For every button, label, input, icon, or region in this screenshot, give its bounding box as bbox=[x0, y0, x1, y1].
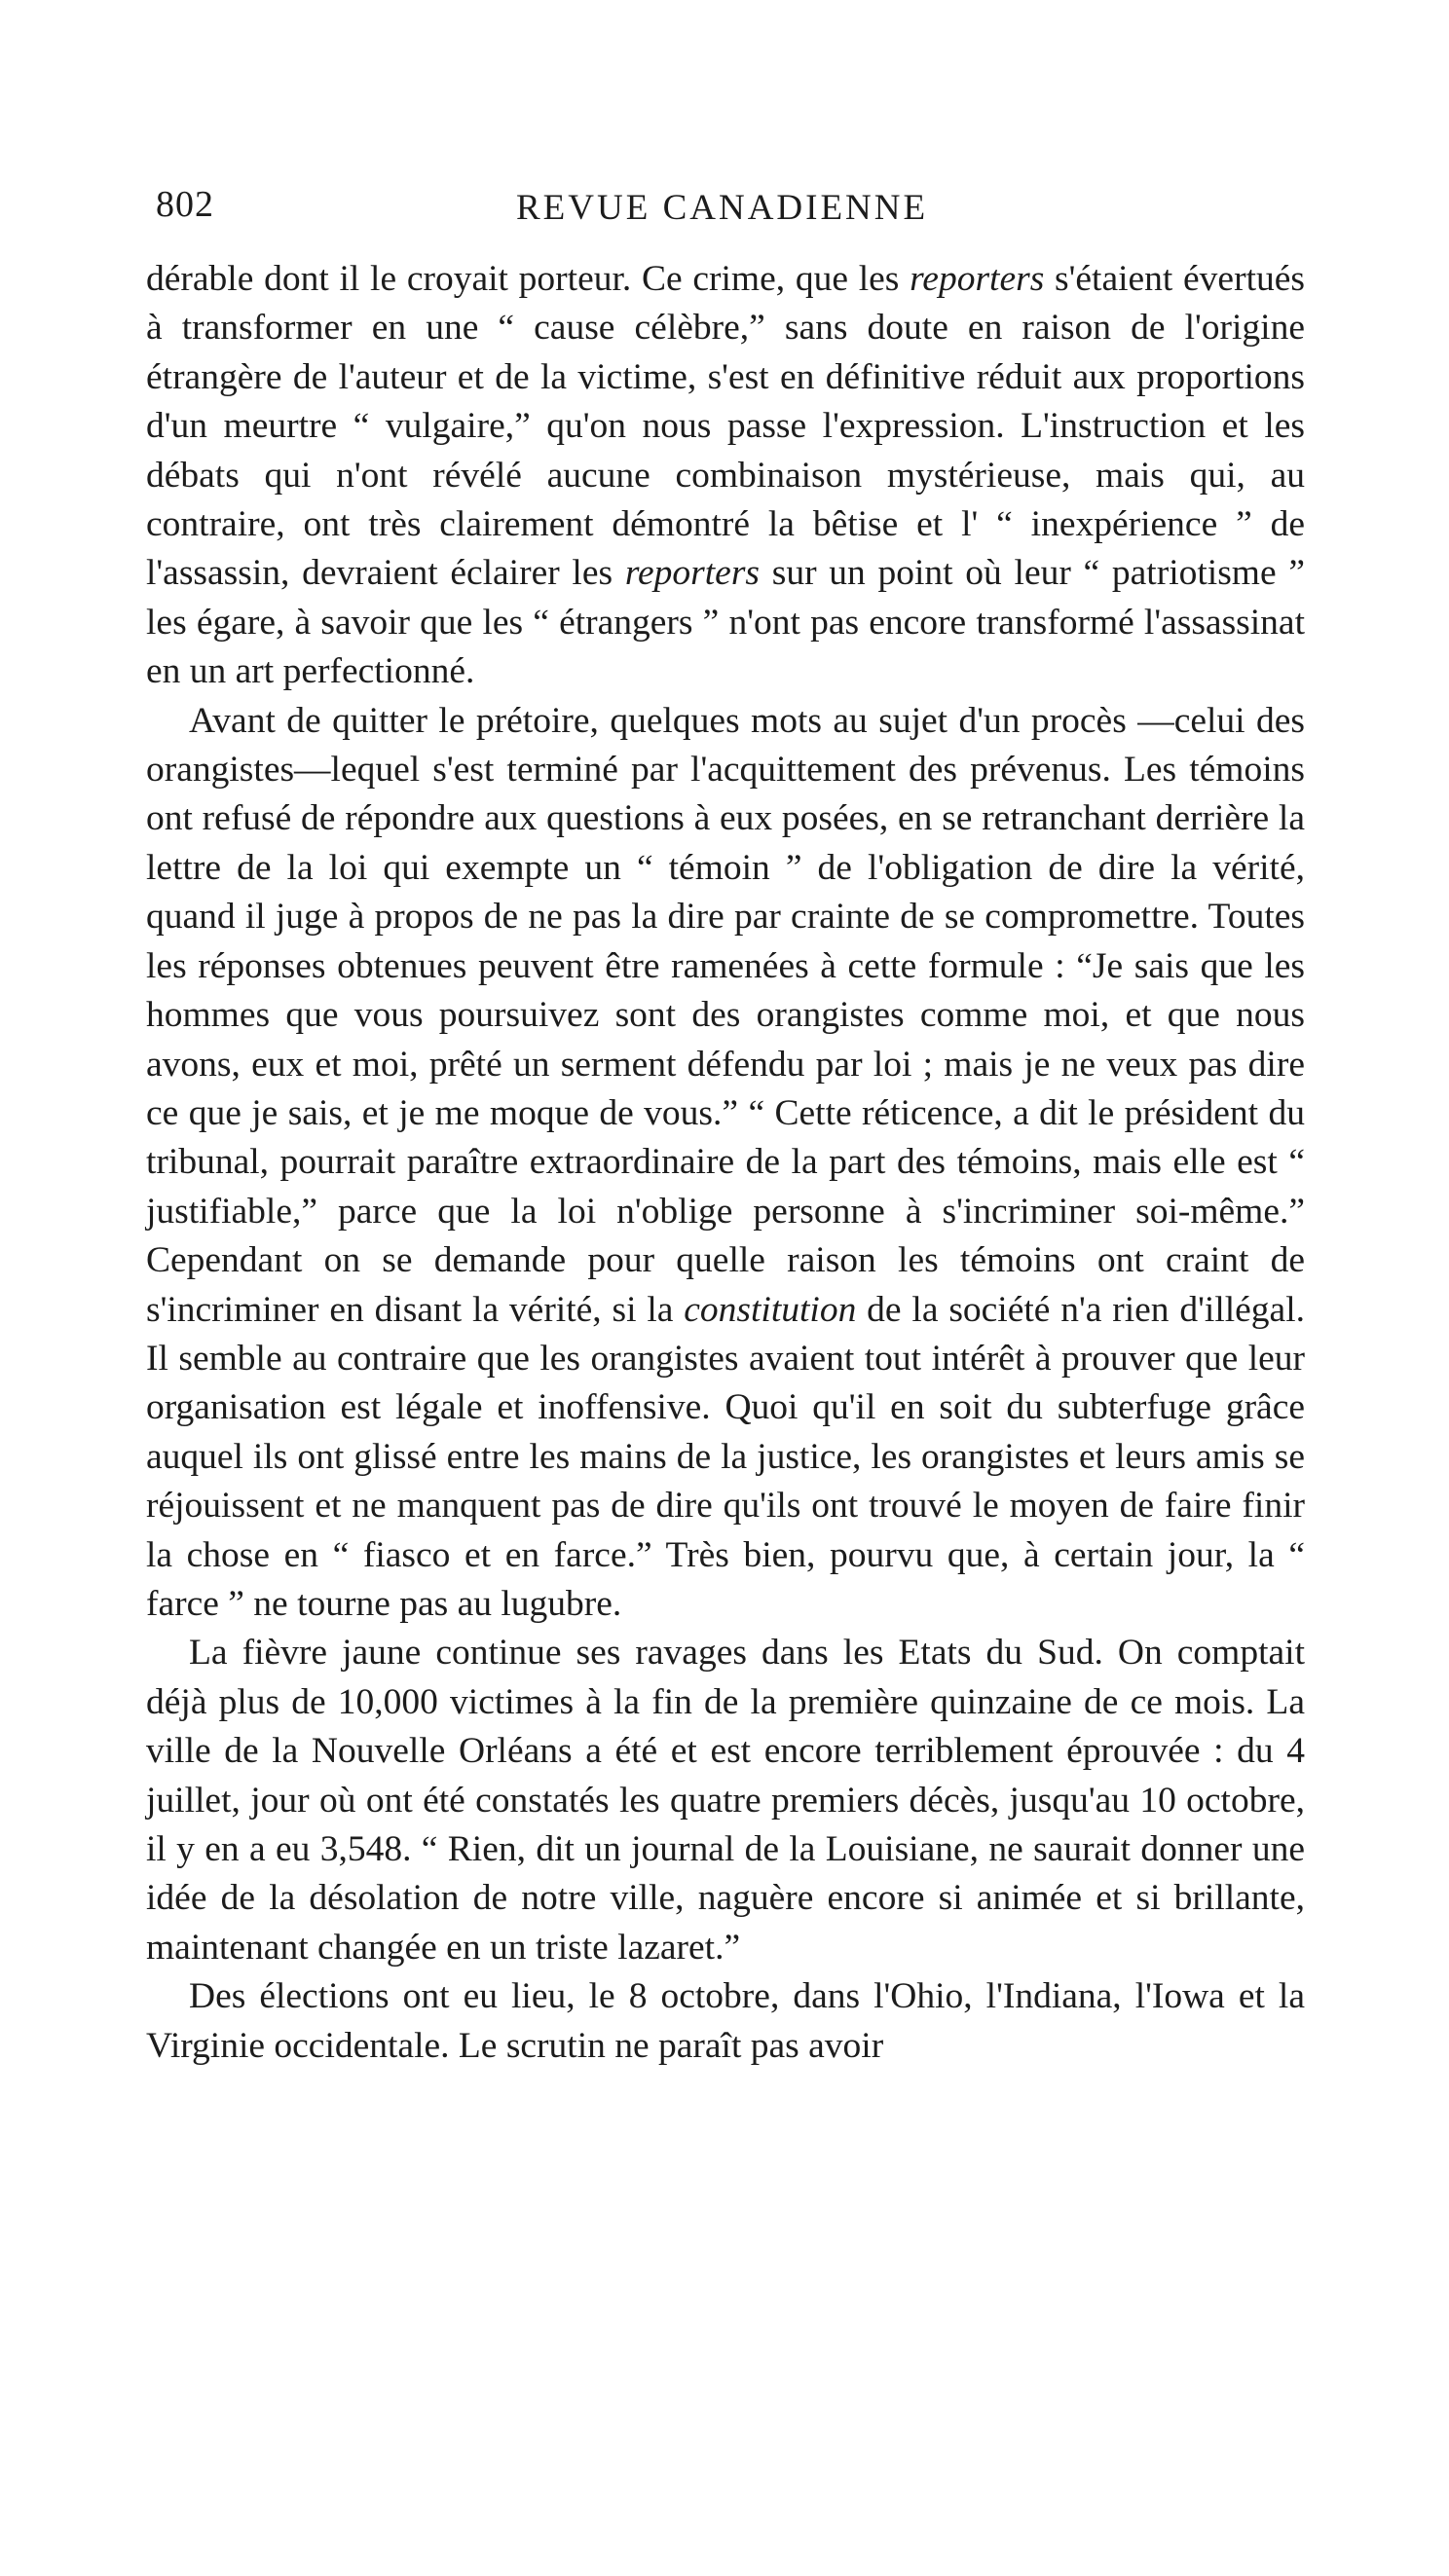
paragraph bbox=[146, 1629, 1305, 1972]
paragraph-text: s'étaient évertués à transformer en une “ cause célèbre,” sans doute en raison de l'origine étrangère de l'auteur et de la victime, s'est en définitive réduit aux proportions d'un meurtre “ vulgaire,” qu'on nous passe l'expression. L'instruction et les débats qui n'ont révélé aucune combinaison mystérieuse, mais qui, au contraire, ont très clairement démontré la bêtise et l' “ inexpérience ” de l'assassin, devraient éclairer les bbox=[146, 259, 1305, 594]
paragraph-text: Des élections ont eu lieu, le 8 octobre, dans l'Ohio, l'Indiana, l'Iowa et la Virginie occidentale. Le scrutin ne paraît pas avoir bbox=[146, 1976, 1305, 2066]
paragraph-text: de la société n'a rien d'illégal. Il semble au contraire que les orangistes avaient tout intérêt à prouver que leur organisation est légale et inoffensive. Quoi qu'il en soit du subterfuge grâce auquel ils ont glissé entre les mains de la justice, les orangistes et leurs amis se réjouissent et ne manquent pas de dire qu'ils ont trouvé le moyen de faire finir la chose en “ fiasco et en farce.” Très bien, pourvu que, à certain jour, la “ farce ” ne tourne pas au lugubre. bbox=[146, 1289, 1305, 1624]
page-number: 802 bbox=[156, 184, 214, 225]
journal-title: REVUE CANADIENNE bbox=[516, 188, 929, 228]
paragraph-text: sur un point où leur “ patriotisme ” les égare, à savoir que les “ étrangers ” n'ont pas encore transformé l'assassinat en un art perfectionné. bbox=[146, 553, 1305, 692]
body-text bbox=[146, 255, 1305, 2071]
paragraph-text: dérable dont il le croyait porteur. Ce crime, que les bbox=[146, 259, 910, 299]
running-head bbox=[156, 183, 1305, 241]
paragraph-text: Avant de quitter le prétoire, quelques mots au sujet d'un procès —celui des orangistes—lequel s'est terminé par l'acquittement des prévenus. Les témoins ont refusé de répondre aux questions à eux posées, en se retranchant derrière la lettre de la loi qui exempte un “ témoin ” de l'obligation de dire la vérité, quand il juge à propos de ne pas la dire par crainte de se compromettre. Toutes les réponses obtenues peuvent être ramenées à cette formule : “Je sais que les hommes que vous poursuivez sont des orangistes comme moi, et que nous avons, eux et moi, prêté un serment défendu par loi ; mais je ne veux pas dire ce que je sais, et je me moque de vous.” “ Cette réticence, a dit le président du tribunal, pourrait paraître extraordinaire de la part des témoins, mais elle est “ justifiable,” parce que la loi n'oblige personne à s'incriminer soi-même.” Cependant on se demande pour quelle raison les témoins ont craint de s'incriminer en disant la vérité, si la bbox=[146, 700, 1305, 1330]
paragraph bbox=[146, 697, 1305, 1630]
paragraph bbox=[146, 1972, 1305, 2071]
italic-text: reporters bbox=[910, 259, 1045, 299]
paragraph bbox=[146, 255, 1305, 697]
paragraph-text: La fièvre jaune continue ses ravages dans les Etats du Sud. On comptait déjà plus de 10,000 victimes à la fin de la première quinzaine de ce mois. La ville de la Nouvelle Orléans a été et est encore terriblement éprouvée : du 4 juillet, jour où ont été constatés les quatre premiers décès, jusqu'au 10 octobre, il y en a eu 3,548. “ Rien, dit un journal de la Louisiane, ne saurait donner une idée de la désolation de notre ville, naguère encore si animée et si brillante, maintenant changée en un triste lazaret.” bbox=[146, 1633, 1305, 1968]
italic-text: reporters bbox=[624, 553, 761, 594]
italic-text: constitution bbox=[684, 1289, 857, 1330]
